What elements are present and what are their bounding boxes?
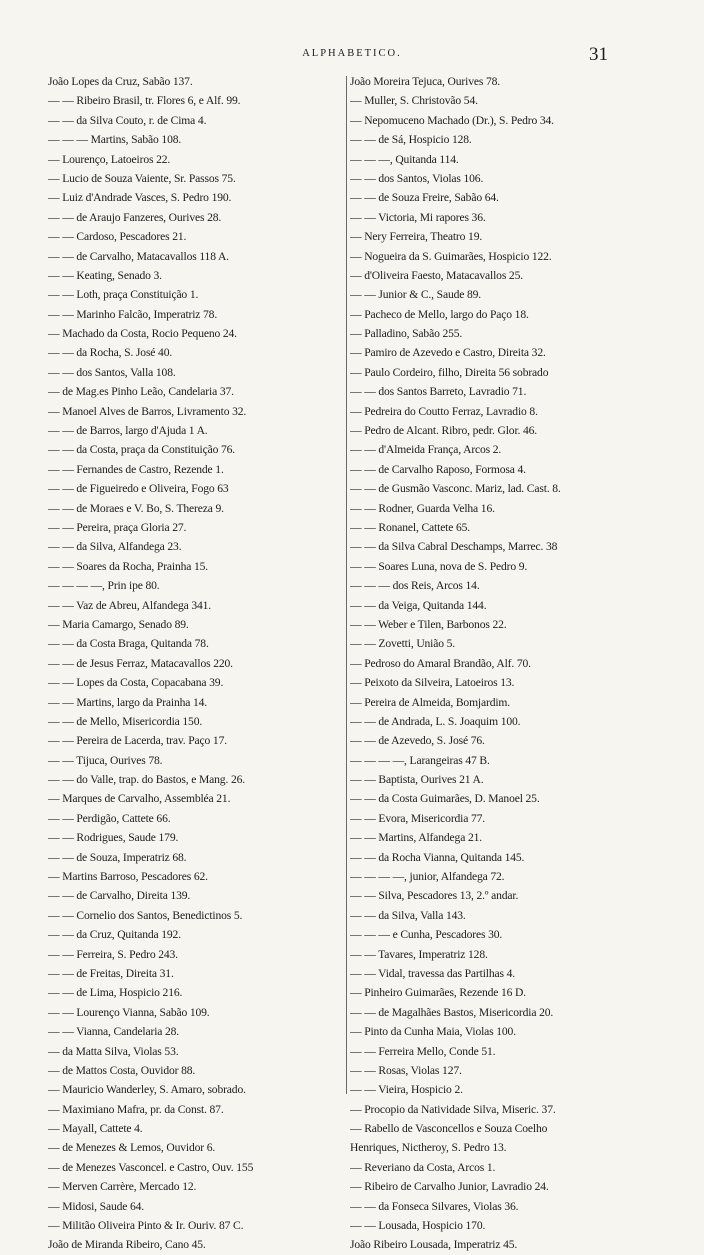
directory-entry: — Manoel Alves de Barros, Livramento 32. — [48, 404, 247, 418]
directory-entry: — — Rodner, Guarda Velha 16. — [350, 501, 495, 515]
directory-entry: — Midosi, Saude 64. — [48, 1199, 145, 1213]
directory-entry: — — de Carvalho, Matacavallos 118 A. — [48, 249, 229, 263]
directory-entry: — Pinheiro Guimarães, Rezende 16 D. — [350, 986, 527, 1000]
directory-entry: — de Menezes Vasconcel. e Castro, Ouv. 155 — [48, 1160, 254, 1174]
directory-entry: — — Tavares, Imperatriz 128. — [350, 947, 488, 961]
directory-entry: — Militão Oliveira Pinto & Ir. Ouriv. 87 C. — [48, 1219, 244, 1233]
directory-entry: — — Ribeiro Brasil, tr. Flores 6, e Alf. 99. — [48, 94, 241, 108]
right-column — [350, 72, 646, 1255]
directory-entry: — — dos Santos, Violas 106. — [350, 171, 484, 185]
directory-entry: — — da Silva, Valla 143. — [350, 908, 466, 922]
directory-entry: — — da Fonseca Silvares, Violas 36. — [350, 1199, 519, 1213]
directory-entry: João Lopes da Cruz, Sabão 137. — [48, 75, 193, 88]
directory-entry: — — — e Cunha, Pescadores 30. — [350, 928, 503, 942]
directory-entry: — — — Martins, Sabão 108. — [48, 133, 182, 147]
directory-entry: — — Zovetti, União 5. — [350, 637, 456, 651]
directory-entry: — — dos Santos, Valla 108. — [48, 365, 176, 379]
directory-entry: — Mayall, Cattete 4. — [48, 1122, 143, 1136]
directory-entry: — — Rodrigues, Saude 179. — [48, 831, 179, 845]
directory-entry: — — Silva, Pescadores 13, 2.º andar. — [350, 889, 519, 903]
directory-entry: — — Victoria, Mi rapores 36. — [350, 210, 486, 224]
directory-entry: — — de Moraes e V. Bo, S. Thereza 9. — [48, 501, 224, 515]
directory-entry: — — Keating, Senado 3. — [48, 268, 162, 282]
directory-entry: — — —, Quitanda 114. — [350, 152, 459, 166]
directory-entry: — d'Oliveira Faesto, Matacavallos 25. — [350, 268, 523, 282]
directory-entry: — Pereira de Almeida, Bomjardim. — [350, 695, 511, 709]
directory-entry: — Merven Carrère, Mercado 12. — [48, 1180, 197, 1194]
directory-entry: — — da Silva, Alfandega 23. — [48, 540, 182, 554]
directory-entry: — — Pereira, praça Gloria 27. — [48, 520, 187, 534]
directory-entry: — — Rosas, Violas 127. — [350, 1063, 462, 1077]
directory-entry: — — de Freitas, Direita 31. — [48, 966, 174, 980]
directory-entry: — Muller, S. Christovão 54. — [350, 94, 478, 108]
directory-entry: — — de Lima, Hospicio 216. — [48, 986, 183, 1000]
directory-entry: — — da Cruz, Quitanda 192. — [48, 928, 181, 942]
directory-entry: — — Marinho Falcão, Imperatriz 78. — [48, 307, 218, 321]
directory-entry: — — dos Santos Barreto, Lavradio 71. — [350, 385, 527, 399]
directory-entry: — — de Azevedo, S. José 76. — [350, 734, 485, 748]
directory-entry: — Pedreira do Coutto Ferraz, Lavradio 8. — [350, 404, 538, 418]
directory-entry: — Pedroso do Amaral Brandão, Alf. 70. — [350, 656, 531, 670]
directory-entry: — de Mattos Costa, Ouvidor 88. — [48, 1063, 196, 1077]
directory-entry: — — Soares da Rocha, Prainha 15. — [48, 559, 209, 573]
directory-entry: — Paulo Cordeiro, filho, Direita 56 sobrado — [350, 365, 549, 379]
directory-entry: — — Pereira de Lacerda, trav. Paço 17. — [48, 734, 227, 748]
directory-entry: — Nogueira da S. Guimarães, Hospicio 122. — [350, 249, 552, 263]
directory-entry: Henriques, Nictheroy, S. Pedro 13. — [350, 1141, 507, 1155]
directory-entry: — Lucio de Souza Vaiente, Sr. Passos 75. — [48, 171, 236, 185]
directory-entry: — — de Carvalho, Direita 139. — [48, 889, 191, 903]
directory-entry: — da Matta Silva, Violas 53. — [48, 1044, 179, 1058]
directory-entry: — — Vidal, travessa das Partilhas 4. — [350, 966, 515, 980]
directory-entry: João Ribeiro Lousada, Imperatriz 45. — [350, 1238, 518, 1252]
directory-entry: — — de Araujo Fanzeres, Ourives 28. — [48, 210, 222, 224]
directory-entry: — Palladino, Sabão 255. — [350, 327, 463, 341]
directory-entry: — Mauricio Wanderley, S. Amaro, sobrado. — [48, 1083, 246, 1097]
directory-entry: — — da Silva Couto, r. de Cima 4. — [48, 113, 207, 127]
page-header — [0, 46, 704, 66]
directory-entry: — Luiz d'Andrade Vasces, S. Pedro 190. — [48, 191, 232, 205]
directory-entry: — — de Mello, Misericordia 150. — [48, 714, 203, 728]
directory-entry: — — de Andrada, L. S. Joaquim 100. — [350, 714, 521, 728]
left-column — [48, 72, 344, 1255]
directory-entry: — Pamiro de Azevedo e Castro, Direita 32. — [350, 346, 546, 360]
directory-entry: — — de Gusmão Vasconc. Mariz, lad. Cast. 8. — [350, 482, 561, 496]
directory-entry: — — Baptista, Ourives 21 A. — [350, 773, 484, 787]
directory-entry: — Lourenço, Latoeiros 22. — [48, 152, 171, 166]
directory-entry: — — Soares Luna, nova de S. Pedro 9. — [350, 559, 528, 573]
directory-entry: — — d'Almeida França, Arcos 2. — [350, 443, 502, 457]
directory-entry: — — Lousada, Hospicio 170. — [350, 1219, 486, 1233]
directory-entry: — — de Souza, Imperatriz 68. — [48, 850, 187, 864]
directory-entry: — — da Rocha Vianna, Quitanda 145. — [350, 850, 525, 864]
directory-entry: — Maria Camargo, Senado 89. — [48, 617, 189, 631]
directory-entry: — — Tijuca, Ourives 78. — [48, 753, 163, 767]
directory-entry: — Maximiano Mafra, pr. da Const. 87. — [48, 1102, 224, 1116]
directory-entry: — — — —, Larangeiras 47 B. — [350, 753, 490, 767]
directory-entry: — Procopio da Natividade Silva, Miseric. 37. — [350, 1102, 556, 1116]
directory-entry: — — de Figueiredo e Oliveira, Fogo 63 — [48, 482, 229, 496]
directory-entry: — — Evora, Misericordia 77. — [350, 811, 486, 825]
directory-entry: — — — —, Prin ipe 80. — [48, 579, 160, 593]
directory-entry: — — Martins, largo da Prainha 14. — [48, 695, 208, 709]
directory-entry: — — — —, junior, Alfandega 72. — [350, 870, 505, 884]
directory-entry: — — de Jesus Ferraz, Matacavallos 220. — [48, 656, 233, 670]
directory-entry: — — Ronanel, Cattete 65. — [350, 520, 471, 534]
directory-entry: — — de Sá, Hospicio 128. — [350, 133, 472, 147]
running-title: ALPHABETICO. — [302, 48, 402, 59]
directory-entry: — — Perdigão, Cattete 66. — [48, 811, 171, 825]
directory-entry: — — Weber e Tilen, Barbonos 22. — [350, 617, 507, 631]
directory-entry: — Reveriano da Costa, Arcos 1. — [350, 1160, 496, 1174]
directory-entry: — — Martins, Alfandega 21. — [350, 831, 482, 845]
page-number: 31 — [589, 44, 608, 65]
column-divider — [346, 76, 347, 1094]
directory-entry: — Machado da Costa, Rocio Pequeno 24. — [48, 327, 237, 341]
directory-entry: — — do Valle, trap. do Bastos, e Mang. 26. — [48, 773, 245, 787]
directory-entry: — Nery Ferreira, Theatro 19. — [350, 230, 483, 244]
directory-entry: João Moreira Tejuca, Ourives 78. — [350, 75, 500, 88]
directory-entry: — Pinto da Cunha Maia, Violas 100. — [350, 1025, 516, 1039]
directory-entry: — — Cornelio dos Santos, Benedictinos 5. — [48, 908, 243, 922]
directory-entry: — Nepomuceno Machado (Dr.), S. Pedro 34. — [350, 113, 554, 127]
directory-entry: — — Loth, praça Constituição 1. — [48, 288, 199, 302]
directory-entry: — — de Magalhães Bastos, Misericordia 20. — [350, 1005, 554, 1019]
directory-entry: — — de Souza Freire, Sabão 64. — [350, 191, 499, 205]
directory-entry: — de Mag.es Pinho Leão, Candelaria 37. — [48, 385, 234, 399]
directory-entry: — — Cardoso, Pescadores 21. — [48, 230, 187, 244]
directory-entry: — de Menezes & Lemos, Ouvidor 6. — [48, 1141, 216, 1155]
directory-entry: — — da Silva Cabral Deschamps, Marrec. 38 — [350, 540, 558, 554]
directory-entry: — Rabello de Vasconcellos e Souza Coelho — [350, 1122, 548, 1136]
directory-entry: — — Lourenço Vianna, Sabão 109. — [48, 1005, 210, 1019]
directory-entry: — — Lopes da Costa, Copacabana 39. — [48, 676, 224, 690]
directory-entry: — — de Carvalho Raposo, Formosa 4. — [350, 462, 526, 476]
directory-entry: — Ribeiro de Carvalho Junior, Lavradio 24. — [350, 1180, 549, 1194]
directory-entry: — — da Rocha, S. José 40. — [48, 346, 173, 360]
directory-entry: — — Vaz de Abreu, Alfandega 341. — [48, 598, 212, 612]
directory-entry: — — — dos Reis, Arcos 14. — [350, 579, 480, 593]
directory-entry: — Martins Barroso, Pescadores 62. — [48, 870, 208, 884]
directory-entry: — — Ferreira, S. Pedro 243. — [48, 947, 178, 961]
directory-entry: — — Vianna, Candelaria 28. — [48, 1025, 180, 1039]
directory-entry: — Pacheco de Mello, largo do Paço 18. — [350, 307, 529, 321]
directory-entry: — — da Costa Guimarães, D. Manoel 25. — [350, 792, 540, 806]
directory-entry: — — de Barros, largo d'Ajuda 1 A. — [48, 424, 208, 438]
directory-entry: — — da Costa, praça da Constituição 76. — [48, 443, 236, 457]
directory-entry: — Pedro de Alcant. Ribro, pedr. Glor. 46. — [350, 424, 538, 438]
directory-entry: — — Ferreira Mello, Conde 51. — [350, 1044, 496, 1058]
directory-entry: João de Miranda Ribeiro, Cano 45. — [48, 1238, 206, 1252]
directory-entry: — Peixoto da Silveira, Latoeiros 13. — [350, 676, 515, 690]
directory-entry: — — da Veiga, Quitanda 144. — [350, 598, 487, 612]
directory-entry: — Marques de Carvalho, Assembléa 21. — [48, 792, 231, 806]
directory-entry: — — Fernandes de Castro, Rezende 1. — [48, 462, 224, 476]
directory-entry: — — da Costa Braga, Quitanda 78. — [48, 637, 209, 651]
directory-entry: — — Vieira, Hospicio 2. — [350, 1083, 463, 1097]
directory-entry: — — Junior & C., Saude 89. — [350, 288, 482, 302]
